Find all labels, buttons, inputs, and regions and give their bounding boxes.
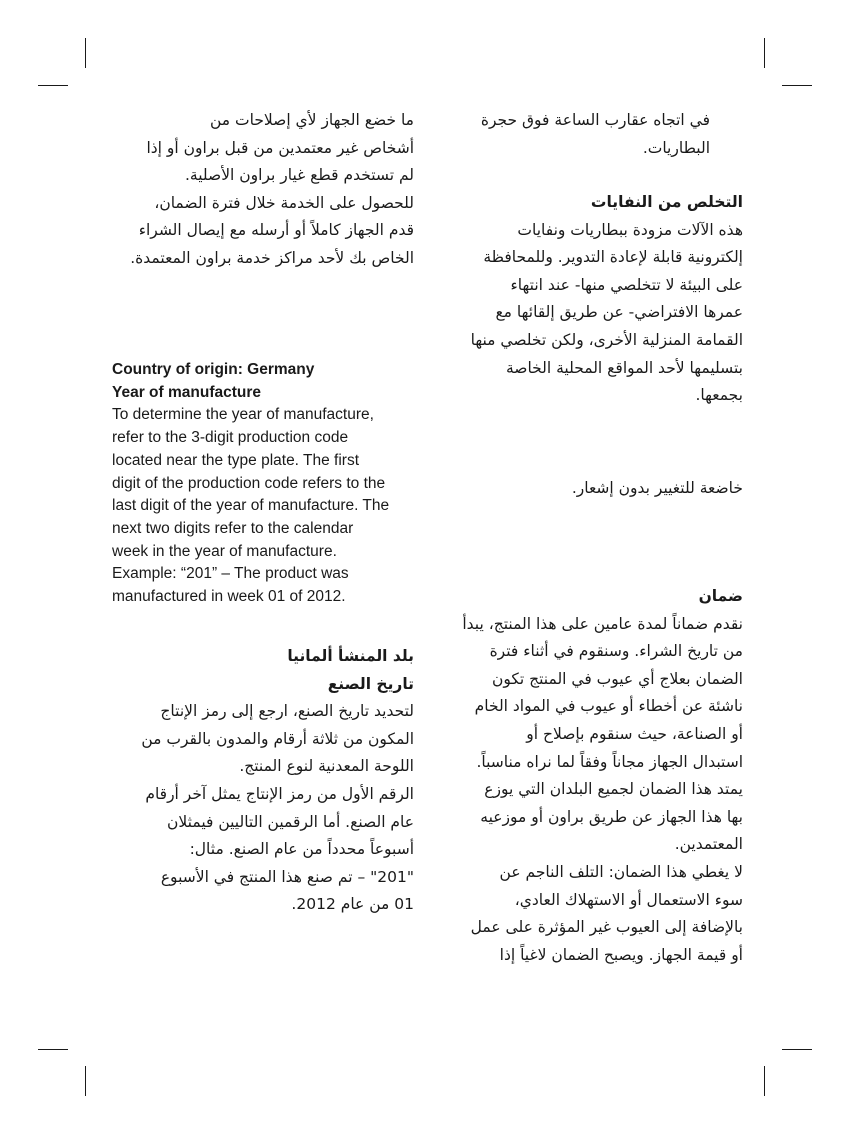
text-line: أو الصناعة، حيث سنقوم بإصلاح أو (526, 724, 743, 743)
disposal-heading: التخلص من النفايات (590, 193, 743, 211)
text-line: عمرها الافتراضي- عن طريق إلقائها مع (495, 303, 743, 322)
text-line: الخاص بك لأحد مراكز خدمة براون المعتمدة. (130, 248, 414, 267)
text-line: 01 من عام 2012. (291, 895, 414, 914)
text-line: في اتجاه عقارب الساعة فوق حجرة (480, 111, 710, 129)
text-line: digit of the production code refers to the (112, 474, 386, 492)
arabic-origin-section (74, 643, 414, 919)
text-line: الضمان بعلاج أي عيوب في المنتج تكون (491, 669, 743, 688)
text-line: قدم الجهاز كاملاً أو أرسله مع إيصال الشراء (138, 221, 414, 240)
crop-mark-top-right-h (782, 85, 812, 86)
arabic-year-heading: تاريخ الصنع (327, 674, 414, 693)
arabic-country-heading: بلد المنشأ ألمانيا (287, 647, 414, 665)
crop-mark-top-left-h (38, 85, 68, 86)
text-line: بجمعها. (695, 386, 743, 405)
text-line: week in the year of manufacture. (112, 542, 337, 560)
text-line: ناشئة عن أخطاء أو عيوب في المواد الخام (474, 697, 743, 716)
text-line: على البيئة لا تتخلصي منها- عند انتهاء (510, 275, 743, 294)
crop-mark-bottom-right-v (764, 1066, 765, 1096)
text-line: أسبوعاً محدداً من عام الصنع. مثال: (189, 840, 414, 859)
text-line: هذه الآلات مزودة ببطاريات ونفايات (517, 220, 743, 239)
text-line: manufactured in week 01 of 2012. (112, 588, 346, 606)
text-line: إلكترونية قابلة لإعادة التدوير. وللمحافظة (483, 248, 743, 267)
english-origin-section (112, 359, 422, 609)
text-line: أو قيمة الجهاز. ويصبح الضمان لاغياً إذا (499, 945, 743, 964)
text-line: استبدال الجهاز مجاناً وفقاً لما نراه مناسباً. (476, 752, 743, 771)
text-line: يمتد هذا الضمان لجميع البلدان التي يوزع (484, 780, 743, 799)
text-line: Example: “201” – The product was (112, 565, 349, 583)
crop-mark-bottom-left-h (38, 1049, 68, 1050)
text-line: نقدم ضماناً لمدة عامين على هذا المنتج، يبدأ (462, 614, 743, 633)
crop-mark-top-left-v (85, 38, 86, 68)
warranty-section (403, 583, 743, 969)
year-of-manufacture-heading: Year of manufacture (112, 383, 262, 401)
text-line: refer to the 3-digit production code (112, 429, 349, 447)
text-line: "201" – تم صنع هذا المنتج في الأسبوع (160, 867, 414, 886)
battery-instructions-tail (390, 107, 710, 162)
warranty-tail (74, 107, 414, 273)
text-line: next two digits refer to the calendar (112, 519, 354, 537)
text-line: لم تستخدم قطع غيار براون الأصلية. (185, 166, 414, 185)
text-line: للحصول على الخدمة خلال فترة الضمان، (154, 193, 414, 212)
text-line: بالإضافة إلى العيوب غير المؤثرة على عمل (470, 918, 743, 937)
crop-mark-top-right-v (764, 38, 765, 68)
subject-to-change-notice (413, 475, 743, 503)
disposal-section (413, 189, 743, 410)
crop-mark-bottom-left-v (85, 1066, 86, 1096)
text-line: أشخاص غير معتمدين من قبل براون أو إذا (146, 138, 414, 157)
warranty-heading: ضمان (698, 587, 743, 605)
crop-mark-bottom-right-h (782, 1049, 812, 1050)
text-line: الرقم الأول من رمز الإنتاج يمثل آخر أرقام (145, 784, 414, 803)
text-line: المعتمدين. (674, 835, 743, 854)
text-line: located near the type plate. The first (112, 451, 360, 469)
text-line: last digit of the year of manufacture. The (112, 497, 390, 515)
text-line: المكون من ثلاثة أرقام والمدون بالقرب من (141, 729, 414, 748)
text-line: ما خضع الجهاز لأي إصلاحات من (209, 111, 414, 129)
text-line: القمامة المنزلية الأخرى، ولكن تخلصي منها (470, 330, 743, 349)
text-line: بتسليمها لأحد المواقع المحلية الخاصة (505, 358, 743, 377)
text-line: بها هذا الجهاز عن طريق براون أو موزعيه (480, 807, 743, 826)
country-of-origin-heading: Country of origin: Germany (112, 361, 315, 378)
text-line: لا يغطي هذا الضمان: التلف الناجم عن (499, 862, 743, 881)
text-line: عام الصنع. أما الرقمين التاليين فيمثلان (167, 812, 414, 831)
text-line: سوء الاستعمال أو الاستهلاك العادي، (514, 890, 743, 909)
text-line: من تاريخ الشراء. وسنقوم في أثناء فترة (489, 642, 743, 661)
text-line: To determine the year of manufacture, (112, 406, 374, 424)
notice-text: خاضعة للتغيير بدون إشعار. (571, 479, 743, 497)
text-line: البطاريات. (642, 138, 710, 157)
text-line: اللوحة المعدنية لنوع المنتج. (239, 757, 414, 776)
text-line: لتحديد تاريخ الصنع، ارجع إلى رمز الإنتاج (160, 702, 414, 721)
